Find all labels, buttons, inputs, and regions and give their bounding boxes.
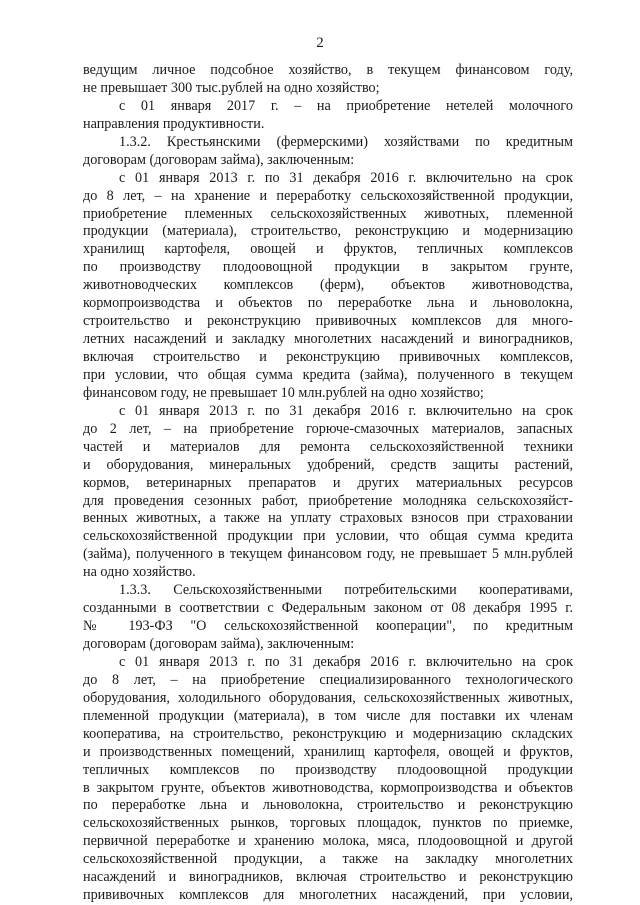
text-line: и оборудования, минеральных удобрений, средств защиты растений, [83, 456, 573, 473]
text-line: летних насаждений и закладку многолетних насаждений и виноградников, [83, 331, 573, 348]
text-line: для проведения сезонных работ, приобретение молодняка сельскохозяйст- [83, 492, 573, 509]
page-number: 2 [316, 35, 324, 51]
text-line: до 8 лет, – на приобретение специализированного технологического [83, 671, 573, 688]
text-line: племенной продукции (материала), в том числе для поставки их членам [83, 707, 573, 724]
text-line: по переработке льна и льноволокна, строительство и реконструкцию [83, 797, 573, 814]
text-line: 1.3.2. Крестьянскими (фермерскими) хозяйствами по кредитным [119, 133, 573, 150]
text-line: на одно хозяйство. [83, 564, 196, 581]
text-line: оборудования, холодильного оборудования, сельскохозяйственных животных, [83, 689, 573, 706]
text-line: насаждений и виноградников, включая строительство и реконструкцию [83, 869, 573, 886]
text-line: частей и материалов для ремонта сельскохозяйственной техники [83, 438, 573, 455]
text-line: с 01 января 2017 г. – на приобретение нетелей молочного [119, 97, 573, 114]
text-line: № 193-ФЗ "О сельскохозяйственной кооперации", по кредитным [83, 618, 573, 635]
text-line: созданными в соответствии с Федеральным законом от 08 декабря 1995 г. [83, 600, 573, 617]
text-line: тепличных комплексов по производству плодоовощной продукции [83, 761, 573, 778]
text-line: до 2 лет, – на приобретение горюче-смазочных материалов, запасных [83, 420, 573, 437]
text-line: и производственных помещений, хранилищ картофеля, овощей и фруктов, [83, 743, 573, 760]
document-body [83, 62, 573, 905]
text-line: продукции (материала), строительство, реконструкцию и модернизацию [83, 223, 573, 240]
text-line: (займа), полученного в текущем финансовом году, не превышает 5 млн.рублей [83, 546, 573, 563]
text-line: сельскохозяйственной продукции при условии, что общая сумма кредита [83, 528, 573, 545]
text-line: сельскохозяйственных рынков, торговых площадок, пунктов по приемке, [83, 815, 573, 832]
text-line: приобретение племенных сельскохозяйственных животных, племенной [83, 205, 573, 222]
text-line: не превышает 300 тыс.рублей на одно хозяйство; [83, 79, 380, 96]
text-line: 1.3.3. Сельскохозяйственными потребительскими кооперативами, [119, 582, 573, 599]
text-line: строительство и реконструкцию прививочных комплексов для много- [83, 313, 573, 330]
text-line: сельскохозяйственной продукции, а также на закладку многолетних [83, 851, 573, 868]
text-line: договорам (договорам займа), заключенным: [83, 636, 355, 652]
text-line: животноводческих комплексов (ферм), объектов животноводства, [83, 277, 573, 294]
text-line: договорам (договорам займа), заключенным: [83, 151, 355, 168]
text-line: с 01 января 2013 г. по 31 декабря 2016 г. включительно на срок [119, 653, 573, 670]
text-line: кормопроизводства и объектов по переработке льна и льноволокна, [83, 295, 573, 312]
text-line: кооператива, на строительство, реконструкцию и модернизацию складских [83, 725, 573, 742]
text-line: с 01 января 2013 г. по 31 декабря 2016 г. включительно на срок [119, 169, 573, 186]
text-line: по производству плодоовощной продукции в закрытом грунте, [83, 259, 573, 276]
text-line: направления продуктивности. [83, 115, 265, 132]
text-line: до 8 лет, – на хранение и переработку сельскохозяйственной продукции, [83, 187, 573, 204]
text-line: первичной переработке и хранению молока, мяса, плодоовощной и другой [83, 833, 573, 850]
text-line: прививочных комплексов для многолетних насаждений, при условии, [83, 887, 573, 904]
text-line: при условии, что общая сумма кредита (займа), полученного в текущем [83, 366, 573, 383]
text-line: с 01 января 2013 г. по 31 декабря 2016 г. включительно на срок [119, 402, 573, 419]
text-line: кормов, ветеринарных препаратов и других материальных ресурсов [83, 474, 573, 491]
text-line: включая строительство и реконструкцию прививочных комплексов, [83, 349, 573, 365]
text-line: хранилищ картофеля, овощей и фруктов, тепличных комплексов [83, 241, 573, 258]
text-line: финансовом году, не превышает 10 млн.рублей на одно хозяйство; [83, 384, 484, 401]
text-line: ведущим личное подсобное хозяйство, в текущем финансовом году, [83, 62, 573, 78]
text-line: в закрытом грунте, объектов животноводства, кормопроизводства и объектов [83, 779, 573, 796]
text-line: венных животных, а также на уплату страховых взносов при страховании [83, 510, 573, 527]
